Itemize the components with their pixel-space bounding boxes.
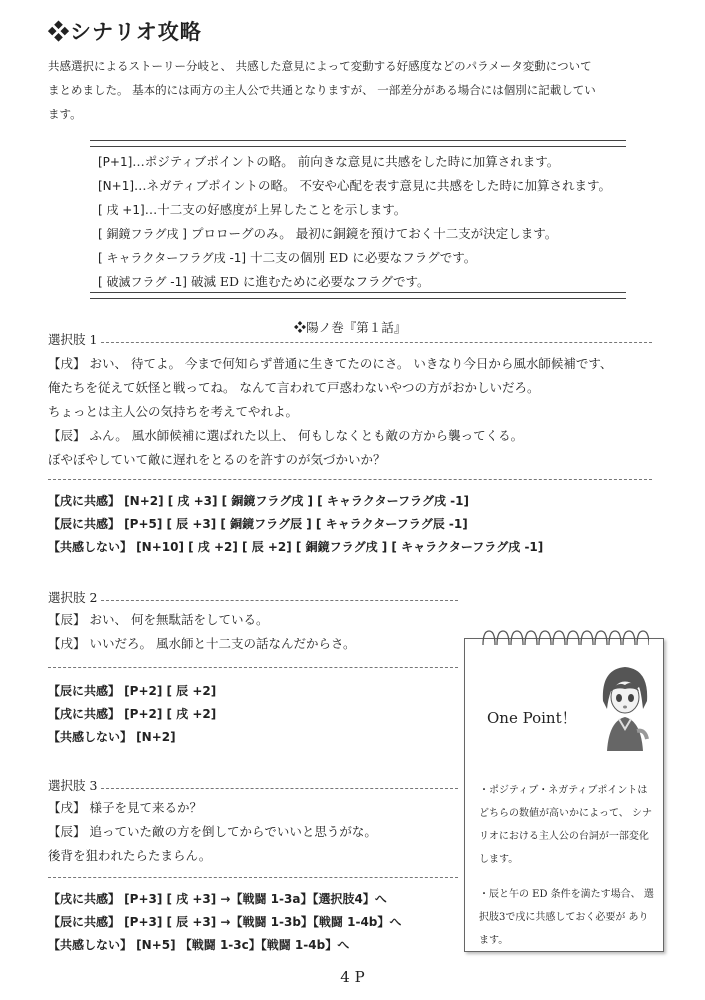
character-portrait-icon bbox=[593, 661, 657, 751]
legend-tag: [ 銅鏡フラグ戌 ] bbox=[98, 227, 187, 241]
legend-text: プロローグのみ。 最初に銅鏡を預けておく十二支が決定します。 bbox=[187, 226, 558, 241]
legend-tag: [ 破滅フラグ -1] bbox=[98, 275, 187, 289]
choice-label bbox=[48, 776, 458, 794]
dashed-line bbox=[101, 787, 458, 789]
choice-title: 選択肢 2 bbox=[48, 590, 98, 605]
legend-item bbox=[98, 222, 611, 246]
result-line: 【共感しない】 [N+5] 【戦闘 1-3c】【戦闘 1-4b】へ bbox=[48, 938, 350, 952]
intro-line: 共感選択によるストーリー分岐と、 共感した意見によって変動する好感度などのパラメータ変動について bbox=[48, 59, 592, 73]
dialog-line: 【戌】 いいだろ。 風水師と十二支の話なんだからさ。 bbox=[48, 636, 356, 651]
intro-line: ます。 bbox=[48, 107, 82, 121]
legend-item bbox=[98, 174, 611, 198]
dashed-line bbox=[101, 341, 652, 343]
legend-list bbox=[98, 150, 611, 294]
result-line: 【辰に共感】 [P+5] [ 辰 +3] [ 銅鏡フラグ辰 ] [ キャラクターフラグ辰 -1] bbox=[48, 517, 468, 531]
dialog-line: ぼやぼやしていて敵に遅れをとるのを許すのが気づかいか？ bbox=[48, 452, 386, 467]
result-line: 【戌に共感】 [N+2] [ 戌 +3] [ 銅鏡フラグ戌 ] [ キャラクターフラグ戌 -1] bbox=[48, 494, 469, 508]
dashed-line bbox=[101, 599, 458, 601]
result-block bbox=[48, 490, 543, 559]
dialog-line: 【戌】 様子を見て来るか？ bbox=[48, 800, 202, 815]
choice-label bbox=[48, 588, 458, 606]
legend-text: 十二支の個別 ED に必要なフラグです。 bbox=[246, 250, 477, 265]
dialog-line: 後背を狙われたらたまらん。 bbox=[48, 848, 212, 863]
legend-text: …ネガティブポイントの略。 不安や心配を表す意見に共感をした時に加算されます。 bbox=[134, 178, 612, 193]
result-line: 【戌に共感】 [P+2] [ 戌 +2] bbox=[48, 707, 217, 721]
one-point-title: One Point！ bbox=[487, 709, 577, 727]
result-line: 【共感しない】 [N+10] [ 戌 +2] [ 辰 +2] [ 銅鏡フラグ戌 ] [ キャラクターフラグ戌 -1] bbox=[48, 540, 544, 554]
legend-text: …ポジティブポイントの略。 前向きな意見に共感をした時に加算されます。 bbox=[132, 154, 560, 169]
result-block bbox=[48, 680, 216, 749]
legend-tag: [ キャラクターフラグ戌 -1] bbox=[98, 251, 247, 265]
legend-item bbox=[98, 198, 611, 222]
choice-title: 選択肢 3 bbox=[48, 778, 98, 793]
dialog-line: 【戌】 おい、 待てよ。 今まで何知らず普通に生きてたのにさ。 いきなり今日から風水師候補です、 bbox=[48, 356, 613, 371]
dashed-line bbox=[48, 666, 458, 668]
dialog-line: 俺たちを従えて妖怪と戦ってね。 なんて言われて戸惑わないやつの方がおかしいだろ。 bbox=[48, 380, 540, 395]
intro-line: まとめました。 基本的には両方の主人公で共通となりますが、 一部差分がある場合には個別に記載してい bbox=[48, 83, 596, 97]
result-line: 【共感しない】 [N+2] bbox=[48, 730, 176, 744]
dashed-line bbox=[48, 876, 458, 878]
page-title: ❖シナリオ攻略 bbox=[48, 19, 202, 44]
section-heading: ❖陽ノ巻『第１話』 bbox=[293, 320, 407, 335]
legend-item bbox=[98, 270, 611, 294]
dialog-line: 【辰】 追っていた敵の方を倒してからでいいと思うがな。 bbox=[48, 824, 377, 839]
intro-paragraph bbox=[48, 54, 648, 126]
dialog-line: ちょっとは主人公の気持ちを考えてやれよ。 bbox=[48, 404, 299, 419]
dashed-line bbox=[48, 478, 652, 480]
note-paragraph: ・辰と午の ED 条件を満たす場合、 選択肢3で戌に共感しておく必要が あります。 bbox=[479, 889, 654, 946]
spiral-binding-icon bbox=[479, 627, 649, 647]
choice-title: 選択肢 1 bbox=[48, 332, 98, 347]
dialog-line: 【辰】 ふん。 風水師候補に選ばれた以上、 何もしなくとも敵の方から襲ってくる。 bbox=[48, 428, 524, 443]
legend-tag: [N+1] bbox=[98, 179, 135, 193]
result-line: 【辰に共感】 [P+2] [ 辰 +2] bbox=[48, 684, 217, 698]
legend-tag: [ 戌 +1] bbox=[98, 203, 145, 217]
one-point-notes bbox=[479, 779, 657, 964]
double-rule bbox=[90, 292, 626, 299]
dialog-block bbox=[48, 608, 355, 656]
legend-text: …十二支の好感度が上昇したことを示します。 bbox=[144, 202, 407, 217]
legend-item bbox=[98, 150, 611, 174]
page-number: 4 P bbox=[340, 968, 365, 986]
legend-tag: [P+1] bbox=[98, 155, 133, 169]
dialog-block bbox=[48, 352, 612, 472]
legend-item bbox=[98, 246, 611, 270]
double-rule bbox=[90, 140, 626, 147]
choice-label bbox=[48, 330, 652, 348]
note-paragraph: ・ポジティブ・ネガティブポイントは どちらの数値が高いかによって、 シナ リオにおける主人公の台詞が一部変化 します。 bbox=[479, 785, 652, 865]
result-line: 【戌に共感】 [P+3] [ 戌 +3] →【戦闘 1-3a】【選択肢4】へ bbox=[48, 892, 387, 906]
result-line: 【辰に共感】 [P+3] [ 辰 +3] →【戦闘 1-3b】【戦闘 1-4b】へ bbox=[48, 915, 402, 929]
dialog-block bbox=[48, 796, 377, 868]
legend-text: 破滅 ED に進むために必要なフラグです。 bbox=[186, 274, 430, 289]
one-point-card bbox=[464, 638, 664, 952]
result-block bbox=[48, 888, 401, 957]
dialog-line: 【辰】 おい、 何を無駄話をしている。 bbox=[48, 612, 269, 627]
